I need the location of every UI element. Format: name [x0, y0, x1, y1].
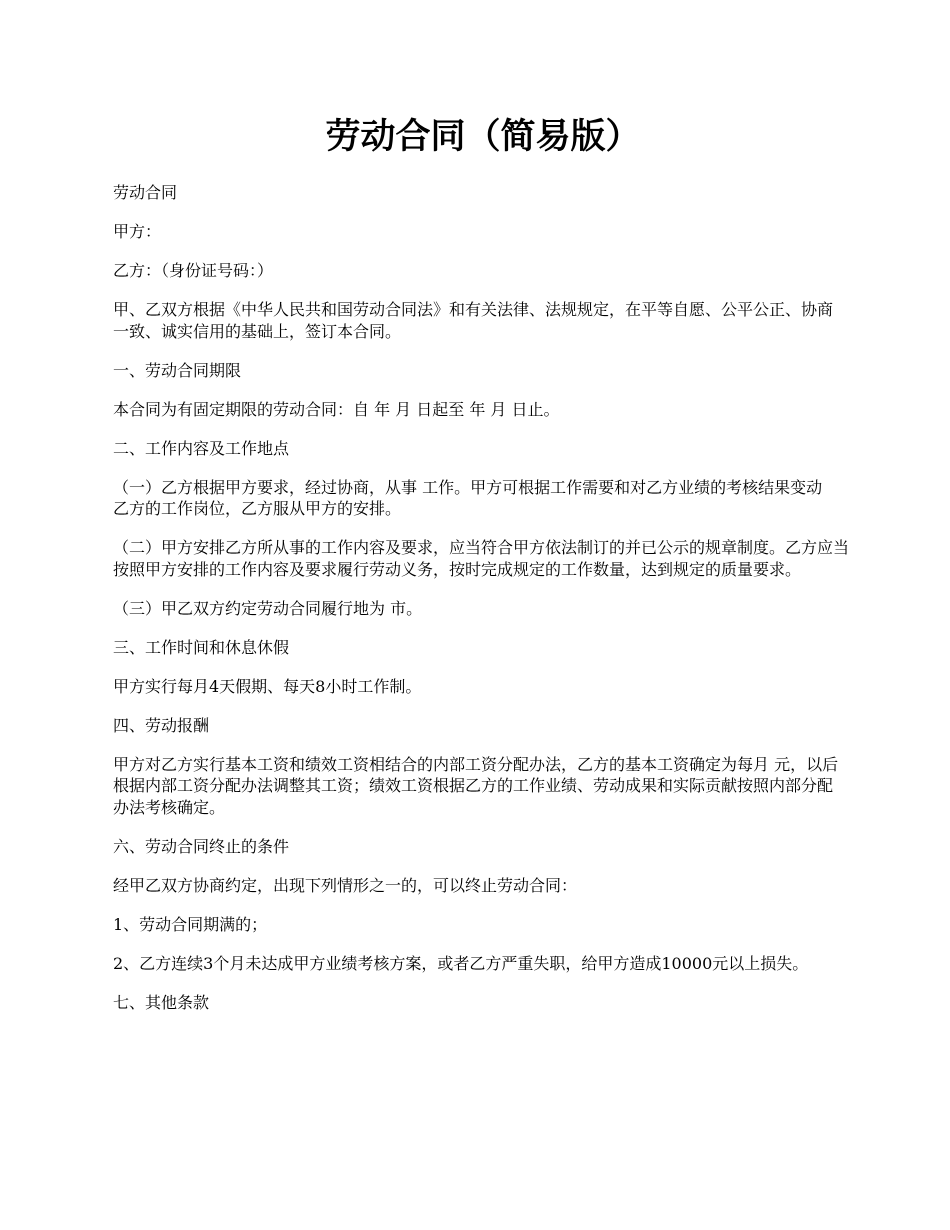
document-page [113, 110, 853, 1031]
paragraph-preamble: 甲、乙双方根据《中华人民共和国劳动合同法》和有关法律、法规规定，在平等自愿、公平公正、协商一致、诚实信用的基础上，签订本合同。 [113, 300, 834, 341]
paragraph-work-1: （一）乙方根据甲方要求，经过协商，从事 工作。甲方可根据工作需要和对乙方业绩的考核结果变动乙方的工作岗位，乙方服从甲方的安排。 [113, 477, 823, 518]
section-heading-other: 七、其他条款 [113, 992, 210, 1012]
paragraph-work-2: （二）甲方安排乙方所从事的工作内容及要求，应当符合甲方依法制订的并已公示的规章制度。乙方应当按照甲方安排的工作内容及要求履行劳动义务，按时完成规定的工作数量，达到规定的质量要求。 [113, 538, 850, 579]
paragraph-party-a: 甲方： [113, 222, 162, 241]
section-heading-work: 二、工作内容及工作地点 [113, 438, 290, 458]
list-item-termination-1: 1、劳动合同期满的； [113, 914, 268, 934]
paragraph-pay: 甲方对乙方实行基本工资和绩效工资相结合的内部工资分配办法，乙方的基本工资确定为每月 元，以后根据内部工资分配办法调整其工资；绩效工资根据乙方的工作业绩、劳动成果和实际贡献按照内部分配办法考核确定。 [113, 754, 839, 817]
section-heading-pay: 四、劳动报酬 [113, 715, 210, 735]
paragraph-contract-heading: 劳动合同 [113, 183, 178, 202]
paragraph-party-b: 乙方：（身份证号码：） [113, 261, 274, 280]
paragraph-term: 本合同为有固定期限的劳动合同：自 年 月 日起至 年 月 日止。 [113, 399, 560, 419]
document-title: 劳动合同（简易版） [325, 116, 641, 157]
list-item-termination-2: 2、乙方连续3个月未达成甲方业绩考核方案，或者乙方严重失职，给甲方造成10000元以上损失。 [113, 953, 809, 973]
section-heading-termination: 六、劳动合同终止的条件 [113, 836, 290, 856]
paragraph-hours: 甲方实行每月4天假期、每天8小时工作制。 [113, 676, 422, 696]
section-heading-hours: 三、工作时间和休息休假 [113, 637, 290, 657]
paragraph-work-3: （三）甲乙双方约定劳动合同履行地为 市。 [113, 598, 423, 618]
section-heading-term: 一、劳动合同期限 [113, 360, 242, 380]
paragraph-termination-intro: 经甲乙双方协商约定，出现下列情形之一的，可以终止劳动合同： [113, 875, 578, 895]
